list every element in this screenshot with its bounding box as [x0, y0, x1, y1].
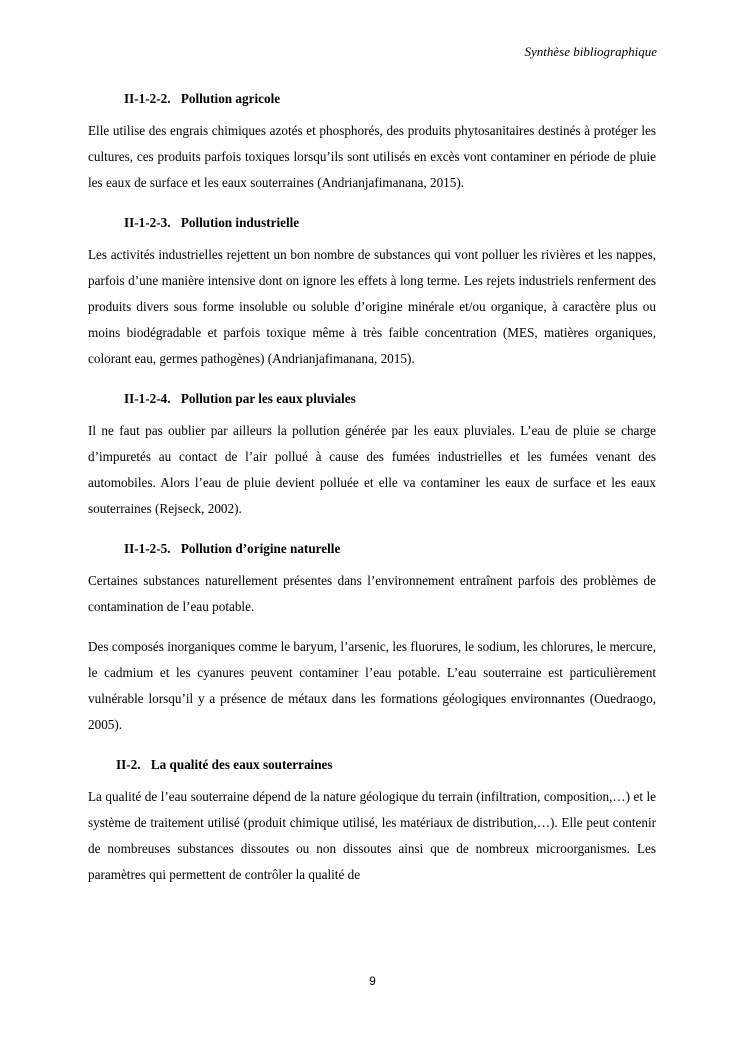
section-heading-pollution-agricole	[88, 86, 656, 112]
section-heading-origine-naturelle	[88, 536, 656, 562]
page-number: 9	[369, 974, 376, 988]
section-title: Pollution agricole	[180, 91, 281, 106]
section-number: II-1-2-5.	[124, 541, 171, 556]
section-heading-eaux-pluviales	[88, 386, 656, 412]
section-number: II-1-2-2.	[124, 91, 171, 106]
section-title: Pollution par les eaux pluviales	[180, 391, 356, 406]
paragraph: Il ne faut pas oublier par ailleurs la pollution générée par les eaux pluviales. L’eau de pluie se charge d’impuretés au contact de l’air pollué à cause des fumées industrielles et les fumées venant des automobiles. Alors l’eau de pluie devient polluée et elle va contaminer les eaux de surface et les eaux souterraines (Rejseck, 2002).	[88, 423, 656, 516]
section-number: II-1-2-4.	[124, 391, 171, 406]
document-body	[88, 86, 656, 902]
paragraph: Les activités industrielles rejettent un bon nombre de substances qui vont polluer les rivières et les nappes, parfois d’une manière intensive dont on ignore les effets à long terme. Les rejets industriels renferment des produits divers sous forme insoluble ou soluble d’origine minérale et/ou organique, à caractère plus ou moins biodégradable et parfois toxique même à très faible concentration (MES, matières organiques, colorant eau, germes pathogènes) (Andrianjafimanana, 2015).	[88, 247, 656, 366]
section-title: La qualité des eaux souterraines	[150, 757, 333, 772]
paragraph: La qualité de l’eau souterraine dépend de la nature géologique du terrain (infiltration, composition,…) et le système de traitement utilisé (produit chimique utilisé, les matériaux de distribution,…). Elle peut contenir de nombreuses substances dissoutes ou non dissoutes ainsi que de nombreux microorganismes. Les paramètres qui permettent de contrôler la qualité de	[88, 789, 656, 882]
section-title: Pollution d’origine naturelle	[180, 541, 341, 556]
running-header: Synthèse bibliographique	[524, 44, 657, 59]
paragraph: Des composés inorganiques comme le baryum, l’arsenic, les fluorures, le sodium, les chlorures, le mercure, le cadmium et les cyanures peuvent contaminer l’eau potable. L’eau souterraine est particulièrement vulnérable lorsqu’il y a présence de métaux dans les formations géologiques environnantes (Ouedraogo, 2005).	[88, 639, 656, 732]
section-number: II-2.	[116, 757, 141, 772]
section-heading-pollution-industrielle	[88, 210, 656, 236]
section-title: Pollution industrielle	[180, 215, 300, 230]
section-number: II-1-2-3.	[124, 215, 171, 230]
paragraph: Elle utilise des engrais chimiques azotés et phosphorés, des produits phytosanitaires destinés à protéger les cultures, ces produits parfois toxiques lorsqu’ils sont utilisés en excès vont contaminer en période de pluie les eaux de surface et les eaux souterraines (Andrianjafimanana, 2015).	[88, 123, 656, 190]
paragraph: Certaines substances naturellement présentes dans l’environnement entraînent parfois des problèmes de contamination de l’eau potable.	[88, 573, 656, 614]
section-heading-qualite-eaux-souterraines	[88, 752, 656, 778]
